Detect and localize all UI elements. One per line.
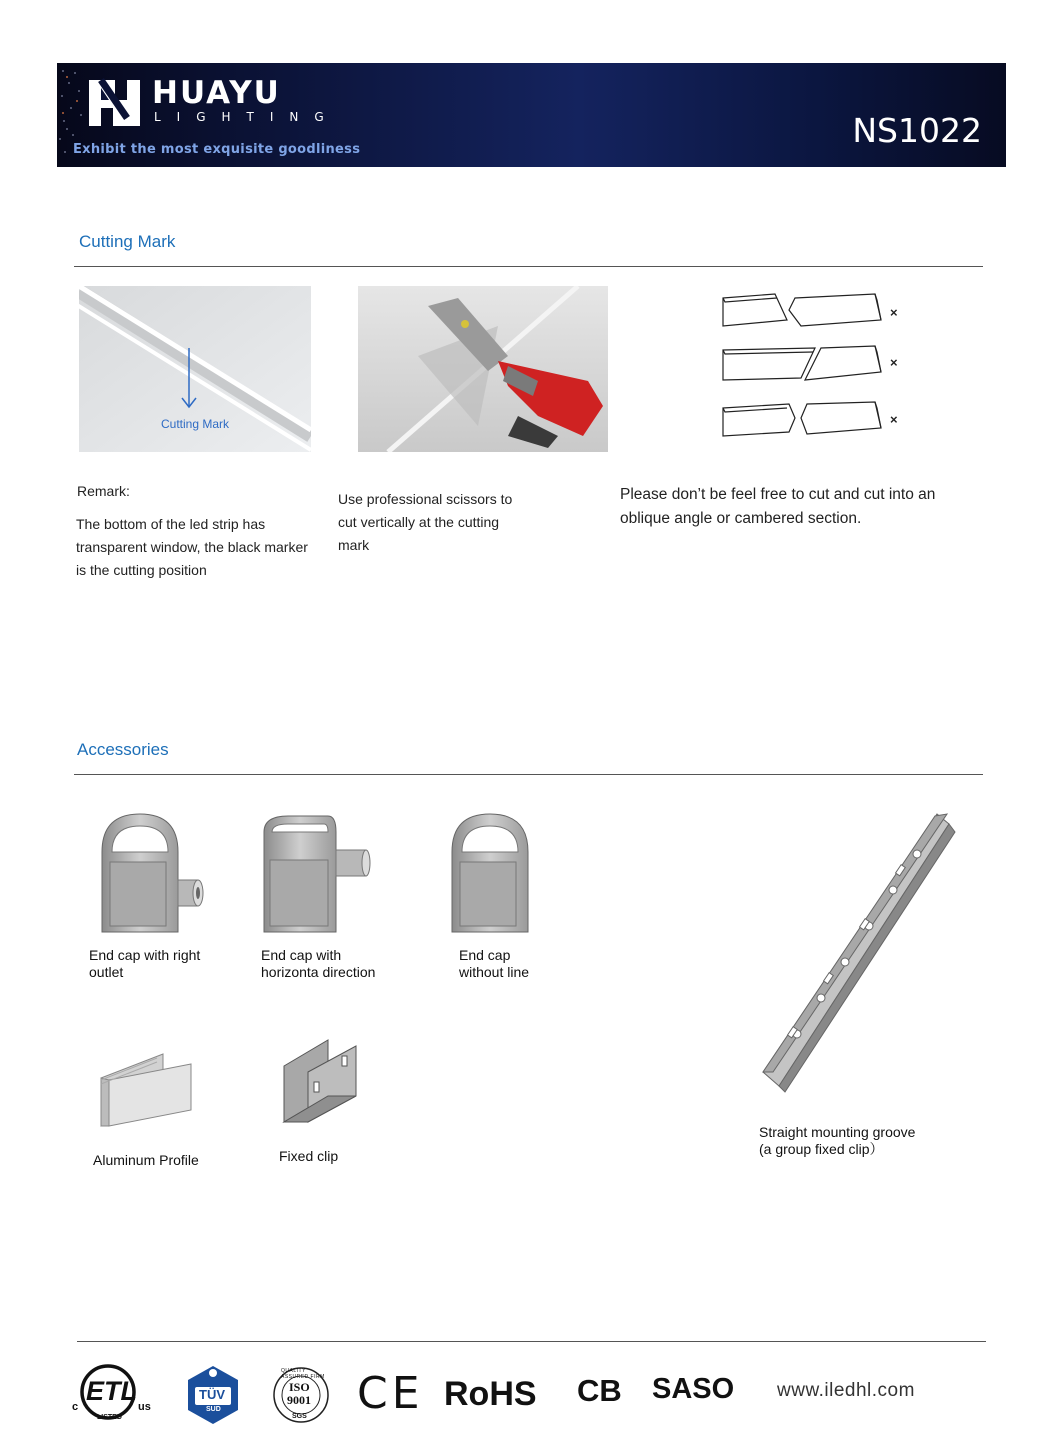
remark-text: [76, 513, 326, 582]
section-title-cutting: Cutting Mark: [79, 232, 176, 251]
cutting-mark-label: Cutting Mark: [161, 417, 230, 431]
etl-c: c: [72, 1401, 79, 1413]
instruction-line: mark: [338, 537, 370, 553]
accessory-label: [261, 947, 375, 981]
iso-sgs: SGS: [292, 1413, 307, 1420]
slogan: Exhibit the most exquisite goodliness: [73, 142, 361, 157]
accessory-label-line: Straight mounting groove: [759, 1124, 916, 1140]
wrong-cut-diagrams: [715, 290, 915, 446]
accessory-label-line: (a group fixed clip）: [759, 1141, 884, 1157]
accessory-label: [93, 1152, 199, 1169]
wrong-mark-2: ×: [890, 355, 898, 370]
accessory-label-line: outlet: [89, 964, 124, 980]
cb-mark: CB: [577, 1373, 622, 1408]
accessory-label-line: Aluminum Profile: [93, 1152, 199, 1168]
iso-number: 9001: [287, 1393, 311, 1407]
tuv-sub: SUD: [206, 1406, 221, 1413]
end-cap-horizontal-image: [258, 812, 373, 937]
scissors-photo: [358, 286, 608, 452]
divider-accessories: [74, 774, 983, 775]
iso-ring-text: QUALITY ASSURED FIRM: [281, 1368, 325, 1380]
warning-line: oblique angle or cambered section.: [620, 509, 862, 527]
etl-text: ETL: [86, 1376, 137, 1406]
accessory-label: [279, 1148, 338, 1165]
brand-name: HUAYU: [152, 75, 281, 111]
remark-line: is the cutting position: [76, 562, 207, 578]
remark-line: The bottom of the led strip has: [76, 516, 266, 532]
end-cap-right-outlet-image: [90, 812, 205, 937]
scissors-instruction: [338, 488, 578, 557]
saso-mark: SASO: [652, 1373, 735, 1405]
remark-line: transparent window, the black marker: [76, 539, 308, 555]
remark-label: Remark:: [77, 483, 130, 499]
fixed-clip-image: [280, 1036, 360, 1126]
rohs-mark: RoHS: [444, 1375, 537, 1413]
end-cap-without-line-image: [444, 812, 539, 937]
instruction-line: cut vertically at the cutting: [338, 514, 500, 530]
etl-listed-logo: [72, 1363, 162, 1425]
wrong-mark-3: ×: [890, 412, 898, 427]
wrong-mark-1: ×: [890, 305, 898, 320]
etl-listed: LISTED: [97, 1414, 122, 1421]
accessory-label-line: without line: [459, 964, 530, 980]
tuv-text: TÜV: [199, 1387, 225, 1402]
accessory-label: [759, 1124, 915, 1158]
brand-subtitle: LIGHTING: [154, 110, 340, 124]
accessory-label: [459, 947, 529, 981]
aluminum-profile-image: [97, 1050, 197, 1130]
led-strip-photo: [79, 286, 311, 452]
tuv-sud-logo: [185, 1365, 241, 1425]
accessory-label-line: End cap: [459, 947, 511, 963]
mounting-groove-image: [755, 810, 960, 1095]
accessory-label-line: horizonta direction: [261, 964, 376, 980]
divider-footer: [77, 1341, 986, 1342]
instruction-line: Use professional scissors to: [338, 491, 513, 507]
divider-cutting: [74, 266, 983, 267]
header-banner: [57, 63, 1006, 167]
huayu-logo-icon: [87, 78, 142, 128]
accessory-label-line: End cap with: [261, 947, 342, 963]
iso-9001-logo: [272, 1366, 330, 1424]
warning-line: Please don’t be feel free to cut and cut into an: [620, 486, 936, 503]
model-number: NS1022: [852, 111, 982, 150]
accessory-label-line: Fixed clip: [279, 1148, 339, 1164]
etl-us: us: [138, 1401, 151, 1413]
accessory-label-line: End cap with right: [89, 947, 201, 963]
cut-warning: [620, 483, 1000, 530]
accessory-label: [89, 947, 200, 981]
section-title-accessories: Accessories: [77, 740, 169, 759]
iso-text: ISO: [289, 1380, 310, 1394]
website-link[interactable]: www.iledhl.com: [777, 1380, 915, 1401]
ce-mark: CE: [357, 1368, 424, 1419]
